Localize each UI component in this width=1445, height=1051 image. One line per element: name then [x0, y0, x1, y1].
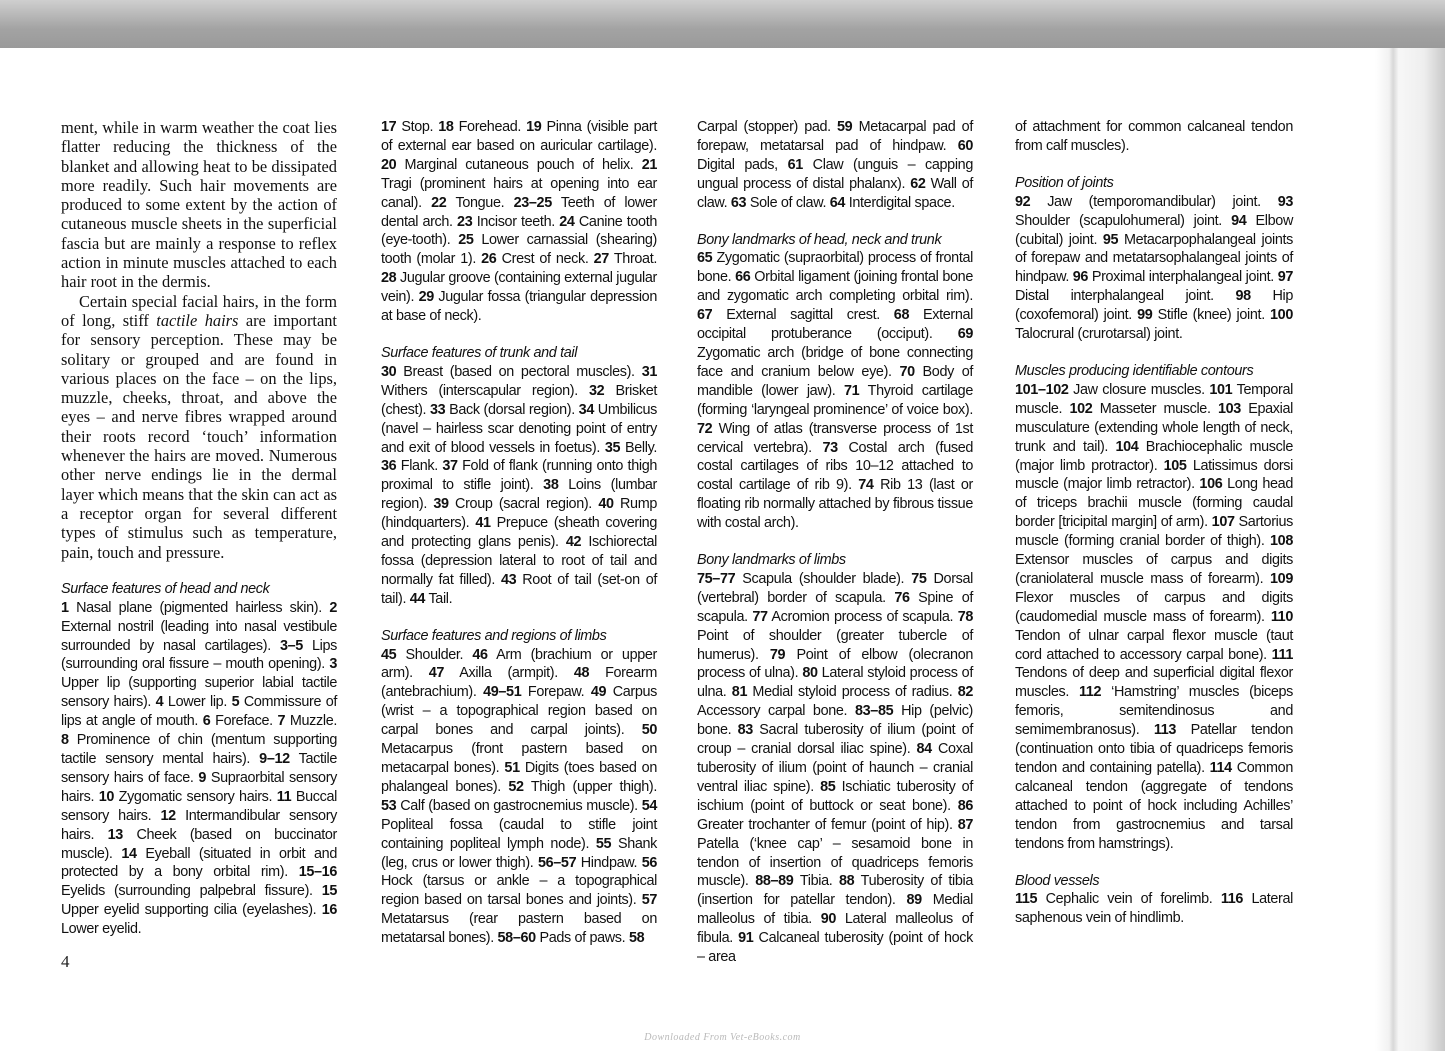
item-text: Metacarpal pad of forepaw, metatarsal pad of hindpaw. [697, 119, 973, 154]
item-text: Lateral saphenous vein of hindlimb. [1015, 891, 1293, 927]
item-number: 7 [277, 713, 286, 730]
item-text: External occipital protuberance (occiput). [697, 307, 974, 343]
item-text: Carpus (wrist – a topographical region based on carpal bones and carpal joints). [381, 684, 657, 739]
item-text: Lateral malleolus of fibula. [697, 911, 973, 947]
item-number: 78 [957, 608, 973, 625]
item-text: Patellar tendon (continuation onto tibia of quadriceps femoris tendon and containing patella). [1015, 722, 1293, 776]
item-text: Nasal plane (pigmented hairless skin). [68, 599, 330, 616]
body-paragraph: ment, while in warm weather the coat lies flatter reducing the thickness of the blanket and allowing heat to be dissipated more readily. Such hair movements are produced to some extent by the action of cutaneous muscle sheets in the superficial fascia but are mainly a response to reflex action in minute muscles attached to each hair root in the dermis. [61, 118, 337, 292]
text-span: Certain special facial hairs, in the form of long, stiff [61, 291, 337, 330]
numbered-list [381, 118, 657, 326]
item-text: Root of tail (set-on of tail). [381, 571, 657, 607]
item-text: Pads of paws. [535, 930, 629, 947]
item-text: Belly. [620, 439, 658, 456]
item-number: 57 [641, 892, 657, 909]
item-text: Lower eyelid. [61, 921, 142, 938]
item-text: Stifle (knee) joint. [1152, 307, 1271, 324]
item-number: 28 [381, 270, 397, 287]
item-text: Croup (sacral region). [448, 496, 599, 513]
item-text: Prominence of chin (mentum supporting tactile sensory mental hairs). [61, 732, 337, 767]
item-text: Dorsal (vertebral) border of scapula. [697, 570, 973, 606]
item-number: 111 [1271, 646, 1293, 663]
item-text: Talocrural (crurotarsal) joint. [1015, 326, 1183, 343]
item-text: Withers (interscapular region). [381, 382, 590, 399]
item-number: 46 [472, 646, 488, 663]
item-number: 105 [1163, 457, 1187, 474]
item-text: Zygomatic sensory hairs. [114, 788, 277, 805]
item-number: 43 [500, 571, 517, 588]
item-number: 22 [431, 194, 447, 211]
item-number: 109 [1270, 570, 1293, 587]
item-text: Incisor teeth. [472, 213, 560, 230]
item-number: 2 [329, 599, 337, 616]
item-number: 33 [430, 401, 446, 418]
item-text: Claw (unguis – capping ungual process of distal phalanx). [697, 156, 973, 192]
item-text: Lips (surrounding oral fissure – mouth opening). [61, 637, 337, 673]
item-text: Masseter muscle. [1092, 400, 1218, 417]
section-heading: Surface features and regions of limbs [381, 627, 607, 644]
item-number: 21 [641, 156, 657, 173]
item-number: 58 [628, 930, 645, 947]
item-text: Calcaneal tuberosity (point of hock – area [697, 930, 973, 966]
item-number: 59 [837, 119, 853, 135]
item-number: 83–85 [855, 703, 894, 720]
numbered-list [1015, 381, 1293, 854]
item-number: 15–16 [298, 864, 337, 881]
item-text: Stop. [396, 119, 439, 135]
item-text: Metacarpus (front pastern based on metacarpal bones). [381, 741, 657, 776]
numbered-list [381, 363, 657, 609]
item-text: Wall of claw. [697, 175, 974, 211]
item-text: Loins (lumbar region). [381, 477, 657, 513]
item-number: 10 [98, 788, 115, 805]
item-text: Zygomatic (supraorbital) process of frontal bone. [697, 250, 973, 286]
item-number: 61 [787, 156, 803, 173]
item-number: 51 [504, 760, 520, 776]
item-number: 55 [595, 835, 612, 852]
item-text: Lateral styloid process of ulna. [697, 665, 973, 701]
item-number: 101 [1209, 381, 1233, 398]
item-text: Jaw closure muscles. [1068, 381, 1210, 398]
item-text: Rib 13 (last or floating rib normally attached by fibrous tissue with costal arch). [697, 477, 973, 532]
item-text: Umbilicus (navel – hairless scar denoting point of entry and exit of blood vessels in foetus). [381, 401, 658, 456]
item-number: 83 [737, 722, 753, 739]
item-text: Ischiorectal fossa (depression lateral to root of tail and normally fat filled). [381, 534, 657, 588]
item-text: Interdigital space. [845, 194, 955, 211]
item-number: 36 [381, 458, 397, 475]
section-heading: Bony landmarks of head, neck and trunk [697, 231, 942, 248]
item-text: Muzzle. [285, 713, 337, 730]
section-heading: Blood vessels [1015, 872, 1100, 889]
numbered-list [697, 118, 973, 213]
item-number: 101–102 [1015, 381, 1069, 398]
item-number: 73 [822, 439, 838, 456]
item-text: Latissimus dorsi muscle (major limb retractor). [1015, 457, 1294, 493]
item-text: Digital pads, [697, 156, 788, 173]
item-text: Zygomatic arch (bridge of bone connecting face and cranium below eye). [697, 344, 973, 380]
item-text: Flank. [396, 458, 443, 475]
item-number: 49 [590, 684, 607, 701]
item-text: Metacarpophalangeal joints of forepaw and metatarsophalangeal joints of hindpaw. [1015, 231, 1293, 286]
item-number: 67 [697, 307, 713, 324]
item-text: Lower lip. [163, 694, 232, 711]
item-text: ‘Hamstring’ muscles (biceps femoris, semitendinosus and semimembranosus). [1015, 684, 1294, 739]
item-text: Extensor muscles of carpus and digits (craniolateral muscle mass of forearm). [1015, 552, 1293, 587]
item-number: 90 [820, 911, 837, 928]
item-number: 35 [604, 439, 621, 456]
item-text: Thigh (upper thigh). [523, 778, 657, 795]
item-number: 113 [1153, 722, 1177, 739]
item-number: 1 [61, 599, 69, 616]
item-text: Body of mandible (lower jaw). [697, 363, 974, 399]
scan-top-border [0, 0, 1445, 48]
item-number: 50 [641, 722, 657, 739]
item-text: Foreface. [210, 713, 278, 730]
item-text: Ischiatic tuberosity of ischium (point of buttock or seat bone). [697, 778, 973, 814]
item-number: 75 [911, 570, 927, 587]
item-number: 87 [957, 816, 973, 833]
item-number: 68 [893, 307, 910, 324]
item-text: Temporal muscle. [1015, 381, 1293, 417]
item-text: Distal interphalangeal joint. [1015, 288, 1236, 305]
item-number: 106 [1199, 476, 1223, 493]
item-text: Orbital ligament (joining frontal bone and zygomatic arch completing orbital rim). [697, 269, 973, 305]
item-number: 13 [107, 826, 123, 843]
body-paragraph [61, 292, 337, 562]
item-number: 32 [589, 382, 605, 399]
item-number: 48 [573, 665, 590, 682]
item-number: 92 [1015, 193, 1031, 210]
section-heading: Surface features of head and neck [61, 580, 270, 597]
item-text: Spine of scapula. [697, 589, 973, 625]
item-number: 37 [442, 458, 458, 475]
item-number: 14 [121, 845, 137, 862]
item-number: 5 [231, 694, 240, 711]
item-text: Thyroid cartilage (forming ‘laryngeal prominence’ of voice box). [697, 382, 973, 418]
item-text: Tibia. [793, 873, 839, 890]
item-number: 44 [409, 590, 426, 607]
item-number: 17 [381, 119, 397, 135]
item-text: Hip (pelvic) bone. [697, 703, 974, 739]
item-text: Tendons of deep and superficial digital flexor muscles. [1015, 665, 1293, 701]
item-text: Calf (based on gastrocnemius muscle). [396, 797, 642, 814]
item-text: Medial styloid process of radius. [747, 684, 958, 701]
item-number: 74 [858, 477, 874, 494]
item-number: 38 [543, 477, 559, 494]
item-number: 99 [1137, 307, 1153, 324]
item-text: Greater trochanter of femur (point of hip). [697, 816, 958, 833]
item-text: Digits (toes based on phalangeal bones). [381, 760, 657, 795]
item-text: Sacral tuberosity of ilium (point of croup – cranial dorsal iliac spine). [697, 722, 973, 758]
item-number: 6 [202, 713, 211, 730]
item-number: 102 [1069, 400, 1093, 417]
item-number: 4 [155, 694, 164, 711]
numbered-list [381, 646, 657, 949]
item-number: 107 [1211, 514, 1235, 531]
item-text: Buccal sensory hairs. [61, 788, 337, 824]
item-text: Pinna (visible part of external ear based on auricular cartilage). [381, 119, 658, 154]
item-text: Popliteal fossa (caudal to stifle joint containing popliteal lymph node). [381, 816, 657, 852]
item-number: 3–5 [279, 637, 303, 654]
item-number: 30 [381, 363, 397, 380]
item-number: 70 [899, 363, 915, 380]
item-number: 9–12 [259, 750, 290, 767]
item-text: Marginal cutaneous pouch of helix. [396, 156, 642, 173]
item-text: Tail. [425, 590, 453, 607]
item-text: Tuberosity of tibia (insertion for patellar tendon). [697, 873, 973, 909]
continued-text: of attachment for common calcaneal tendon from calf muscles). [1015, 119, 1293, 154]
watermark: Downloaded From Vet-eBooks.com [644, 1032, 801, 1043]
item-text: Common calcaneal tendon (aggregate of tendons attached to point of hock including Achilles’ tendon from gastrocnemius and tarsal tendons from hamstrings). [1015, 760, 1293, 852]
section-heading: Surface features of trunk and tail [381, 344, 578, 361]
item-number: 96 [1072, 269, 1089, 286]
item-text: Shoulder. [396, 646, 473, 663]
item-number: 26 [481, 251, 497, 268]
item-number: 88 [839, 873, 855, 890]
item-number: 75–77 [697, 570, 736, 587]
item-number: 85 [820, 778, 836, 795]
item-text: Hindpaw. [576, 854, 642, 871]
item-number: 40 [598, 496, 614, 513]
item-text: Upper lip (supporting superior labial tactile sensory hairs). [61, 675, 337, 711]
item-number: 53 [381, 797, 397, 814]
item-number: 72 [697, 420, 713, 437]
item-number: 3 [329, 656, 337, 673]
item-number: 97 [1277, 269, 1293, 286]
item-text: Jugular groove (containing external jugular vein). [381, 270, 657, 306]
item-text: Back (dorsal region). [445, 401, 579, 418]
item-number: 56–57 [537, 854, 577, 871]
item-text: Supraorbital sensory hairs. [61, 769, 337, 805]
item-number: 104 [1115, 438, 1139, 455]
item-text: Throat. [608, 251, 658, 268]
item-number: 60 [957, 137, 973, 154]
item-text: Cheek (based on buccinator muscle). [61, 826, 337, 862]
item-number: 11 [276, 788, 292, 805]
item-text: Medial malleolus of tibia. [697, 892, 973, 928]
item-text: Patella (‘knee cap’ – sesamoid bone in tendon of insertion of quadriceps femoris muscle). [697, 835, 973, 890]
item-number: 9 [198, 769, 207, 786]
item-text: Prepuce (sheath covering and protecting glans penis). [381, 515, 657, 551]
item-number: 77 [752, 608, 768, 625]
item-number: 25 [458, 232, 474, 249]
item-number: 39 [433, 496, 449, 513]
item-number: 65 [697, 250, 713, 267]
item-number: 54 [641, 797, 657, 814]
item-number: 23–25 [513, 194, 552, 211]
item-number: 31 [641, 363, 657, 380]
item-text: Intermandibular sensory hairs. [61, 807, 337, 843]
item-text: Forehead. [453, 119, 527, 135]
column-1 [61, 118, 337, 939]
column-2 [381, 118, 657, 948]
item-text: Jugular fossa (triangular depression at base of neck). [381, 289, 657, 325]
item-text: Eyeball (situated in orbit and protected by a bony orbital rim). [61, 845, 337, 881]
item-text: Costal arch (fused costal cartilages of ribs 10–12 attached to costal cartilage of rib 9). [697, 439, 974, 494]
item-text: Wing of atlas (transverse process of 1st cervical vertebra). [697, 420, 973, 456]
item-number: 81 [731, 684, 748, 701]
column-4 [1015, 118, 1293, 928]
numbered-list [697, 249, 973, 533]
item-text: Metatarsus (rear pastern based on metatarsal bones). [381, 911, 657, 947]
item-text: Proximal interphalangeal joint. [1088, 269, 1278, 286]
item-text: Rump (hindquarters). [381, 496, 657, 532]
item-number: 58–60 [497, 930, 536, 947]
item-number: 88–89 [755, 873, 794, 890]
item-text: Breast (based on pectoral muscles). [396, 363, 642, 380]
item-text: Sole of claw. [746, 194, 830, 211]
item-text: Hip (coxofemoral) joint. [1015, 288, 1293, 324]
item-number: 66 [735, 269, 751, 286]
item-text: Coxal tuberosity of ilium (point of haunch – cranial ventral iliac spine). [697, 741, 973, 795]
item-number: 23 [457, 213, 473, 230]
item-number: 94 [1231, 212, 1247, 229]
column-3 [697, 118, 973, 967]
item-number: 18 [438, 119, 454, 135]
item-text: Tongue. [446, 194, 514, 211]
item-text: Acromion process of scapula. [767, 608, 958, 625]
item-text: Lower carnassial (shearing) tooth (molar 1). [381, 232, 657, 268]
item-number: 98 [1235, 288, 1251, 305]
item-text: Long head of triceps brachii muscle (forming caudal border [tricipital margin] of arm). [1015, 476, 1293, 531]
item-number: 84 [916, 741, 932, 758]
item-number: 56 [641, 854, 657, 871]
section-heading: Bony landmarks of limbs [697, 552, 846, 569]
item-number: 41 [475, 515, 491, 532]
numbered-list [697, 570, 973, 967]
section-heading: Position of joints [1015, 174, 1114, 191]
item-number: 8 [61, 732, 69, 749]
item-text: Eyelids (surrounding palpebral fissure). [61, 883, 322, 900]
emphasis-term: tactile hairs [156, 310, 239, 330]
item-number: 69 [957, 326, 973, 343]
item-text: Shank (leg, crus or lower thigh). [381, 835, 658, 871]
item-number: 80 [802, 665, 818, 682]
item-number: 114 [1209, 760, 1232, 776]
numbered-list [61, 599, 337, 939]
item-number: 49–51 [483, 684, 522, 701]
item-number: 27 [593, 251, 609, 268]
item-text: Tactile sensory hairs of face. [61, 750, 337, 786]
item-number: 47 [428, 665, 445, 682]
item-number: 115 [1015, 891, 1038, 908]
item-number: 71 [844, 382, 860, 399]
item-number: 34 [578, 401, 594, 418]
item-text: Axilla (armpit). [444, 665, 574, 682]
item-text: Forepaw. [521, 684, 591, 701]
item-text: Elbow (cubital) joint. [1015, 212, 1294, 248]
item-number: 108 [1270, 533, 1293, 550]
item-number: 62 [910, 175, 926, 192]
item-number: 79 [769, 646, 786, 663]
item-text: Epaxial musculature (extending whole length of neck, trunk and tail). [1015, 400, 1293, 455]
item-text: Scapula (shoulder blade). [735, 570, 912, 587]
item-number: 76 [894, 589, 910, 606]
item-number: 16 [321, 902, 337, 919]
item-number: 110 [1270, 608, 1293, 625]
item-text: External sagittal crest. [712, 307, 894, 324]
text-span: are important for sensory perception. These may be solitary or grouped and are found in various places on the face – on the lips, muzzle, cheeks, throat, and above the eyes – and nerve fibres wrapped around their roots record ‘touch’ information whenever the hairs are moved. Numerous other nerve endings lie in the dermal layer which means that the skin can act as a receptor organ for several different types of stimulus such as temperature, pain, touch and pressure. [61, 310, 337, 562]
item-number: 89 [906, 892, 922, 909]
item-number: 116 [1220, 891, 1244, 908]
item-text: Accessory carpal bone. [697, 703, 855, 720]
section-heading: Muscles producing identifiable contours [1015, 362, 1254, 379]
item-number: 20 [381, 156, 397, 173]
item-text: Brachiocephalic muscle (major limb protractor). [1015, 438, 1293, 474]
item-text: Shoulder (scapulohumeral) joint. [1015, 212, 1232, 229]
item-text: External nostril (leading into nasal vestibule surrounded by nasal cartilages). [61, 618, 337, 654]
numbered-list [1015, 193, 1293, 344]
page-number: 4 [61, 952, 70, 971]
item-text: Arm (brachium or upper arm). [381, 646, 657, 682]
item-text: Flexor muscles of carpus and digits (caudomedial muscle mass of forearm). [1015, 589, 1293, 625]
item-text: Hock (tarsus or ankle – a topographical region based on tarsal bones and joints). [381, 873, 657, 909]
item-number: 95 [1102, 231, 1119, 248]
item-text: Teeth of lower dental arch. [381, 194, 657, 230]
item-number: 42 [565, 534, 582, 551]
item-text: Brisket (chest). [381, 382, 657, 418]
item-text: Cephalic vein of forelimb. [1037, 891, 1221, 908]
item-number: 19 [526, 119, 542, 135]
item-text: Forearm (antebrachium). [381, 665, 657, 701]
item-text: Upper eyelid supporting cilia (eyelashes). [61, 902, 322, 919]
item-text: Tendon of ulnar carpal flexor muscle (taut cord attached to accessory carpal bone). [1015, 627, 1293, 663]
item-text: Crest of neck. [496, 251, 594, 268]
item-number: 12 [160, 807, 176, 824]
item-number: 64 [829, 194, 846, 211]
item-number: 29 [418, 289, 434, 306]
numbered-list [1015, 890, 1293, 928]
item-text: Carpal (stopper) pad. [697, 119, 838, 135]
item-text: Commissure of lips at angle of mouth. [61, 694, 337, 730]
item-number: 100 [1270, 307, 1293, 324]
item-number: 24 [559, 213, 575, 230]
item-number: 52 [508, 778, 524, 795]
item-text: Fold of flank (running onto thigh proximal to stifle joint). [381, 458, 657, 494]
item-number: 112 [1078, 684, 1102, 701]
item-number: 91 [738, 930, 754, 947]
item-text: Jaw (temporomandibular) joint. [1030, 193, 1278, 210]
page-gutter-shadow [1375, 48, 1445, 1051]
item-number: 82 [957, 684, 973, 701]
item-text: Point of elbow (olecranon process of ulna). [697, 646, 973, 682]
item-text: Tragi (prominent hairs at opening into ear canal). [381, 175, 657, 211]
item-number: 103 [1217, 400, 1241, 417]
item-text: Sartorius muscle (forming cranial border of thigh). [1015, 514, 1293, 550]
item-number: 86 [957, 797, 973, 814]
item-number: 63 [730, 194, 747, 211]
item-number: 15 [321, 883, 337, 900]
item-text: Canine tooth (eye-tooth). [381, 213, 657, 249]
item-text: Point of shoulder (greater tubercle of humerus). [697, 627, 973, 663]
item-number: 93 [1277, 193, 1293, 210]
item-number: 45 [381, 646, 397, 663]
